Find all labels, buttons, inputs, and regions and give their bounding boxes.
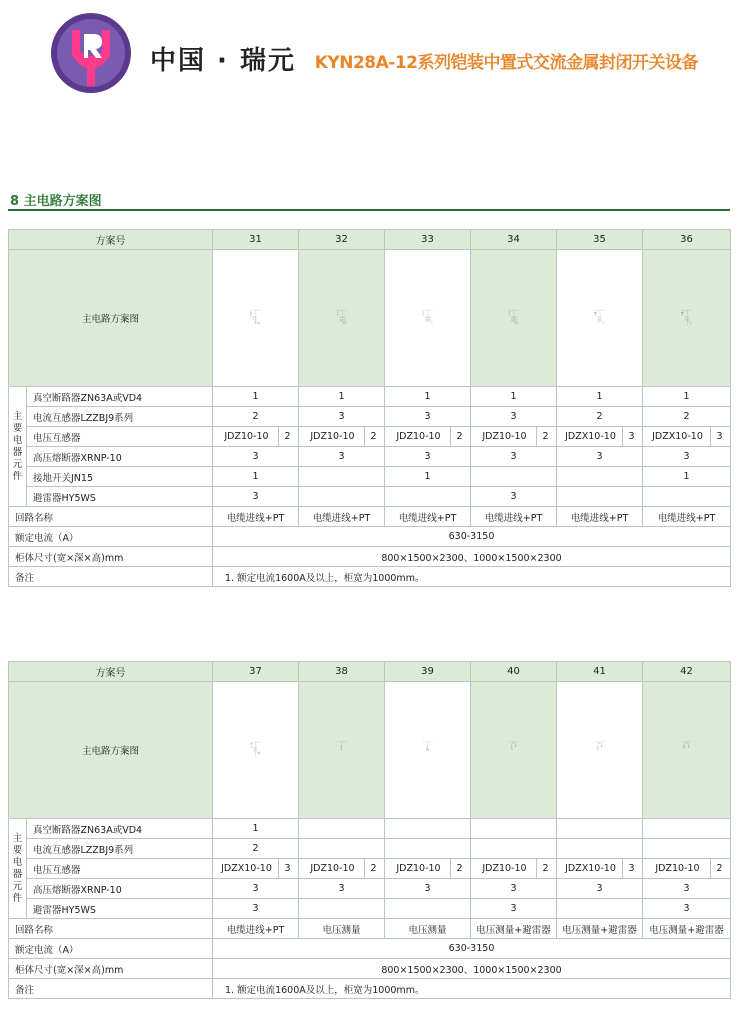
pt-count: 2 (450, 859, 468, 878)
vcb-count: 1 (385, 387, 471, 407)
ct-count: 3 (471, 407, 557, 427)
pt-count: 2 (278, 427, 296, 446)
ct-count (385, 839, 471, 859)
pt-model: JDZ10-10 (396, 431, 441, 442)
scheme-number: 34 (471, 230, 557, 250)
vcb-count (471, 819, 557, 839)
diagram-37-graphic (215, 741, 296, 760)
pt-count: 2 (710, 859, 728, 878)
pt-label: 电压互感器 (27, 859, 213, 879)
ct-count (643, 839, 731, 859)
note-row (9, 979, 731, 999)
circuit-name: 电压测量 (299, 919, 385, 939)
rated-current-value: 630-3150 (213, 939, 731, 959)
diagram-35-graphic (559, 309, 640, 328)
vcb-row (9, 387, 731, 407)
earth-count (299, 467, 385, 487)
pt-cell (299, 427, 385, 447)
scheme-number: 33 (385, 230, 471, 250)
arrester-label: 避雷器HY5WS (27, 487, 213, 507)
scheme-table-2 (8, 661, 731, 999)
circuit-name: 电缆进线+PT (299, 507, 385, 527)
circuit-diagram-34 (471, 250, 557, 387)
pt-model: JDZ10-10 (224, 431, 269, 442)
fuse-count: 3 (213, 447, 299, 467)
component-group-label: 主要电器元件 (9, 387, 27, 507)
circuit-diagram-42 (643, 682, 731, 819)
vcb-count (643, 819, 731, 839)
pt-count: 3 (278, 859, 296, 878)
ct-count (557, 839, 643, 859)
pt-cell (471, 859, 557, 879)
circuit-diagram-40 (471, 682, 557, 819)
circuit-diagram-32 (299, 250, 385, 387)
rated-current-row (9, 527, 731, 547)
circuit-diagram-41 (557, 682, 643, 819)
fuse-count: 3 (471, 447, 557, 467)
circuit-diagram-36 (643, 250, 731, 387)
scheme-number-row (9, 230, 731, 250)
scheme-number: 35 (557, 230, 643, 250)
earth-count (557, 467, 643, 487)
pt-count: 2 (536, 859, 554, 878)
ct-row (9, 407, 731, 427)
ct-label: 电流互感器LZZBJ9系列 (27, 839, 213, 859)
arrester-row (9, 487, 731, 507)
earth-count (471, 467, 557, 487)
diagram-34-graphic (473, 309, 554, 328)
note-value: 1. 额定电流1600A及以上，柜宽为1000mm。 (213, 567, 731, 587)
document-title: KYN28A-12系列铠装中置式交流金属封闭开关设备 (314, 53, 698, 73)
pt-row (9, 859, 731, 879)
arrester-count (643, 487, 731, 507)
pt-cell (213, 427, 299, 447)
arrester-count: 3 (213, 487, 299, 507)
fuse-count: 3 (643, 447, 731, 467)
vcb-count: 1 (213, 819, 299, 839)
pt-cell (385, 427, 471, 447)
pt-count: 2 (536, 427, 554, 446)
fuse-count: 3 (385, 447, 471, 467)
pt-cell (385, 859, 471, 879)
earth-count: 1 (643, 467, 731, 487)
arrester-count (385, 899, 471, 919)
cabinet-size-value: 800×1500×2300、1000×1500×2300 (213, 547, 731, 567)
circuit-name-label: 回路名称 (9, 507, 213, 527)
circuit-name-label: 回路名称 (9, 919, 213, 939)
scheme-table-1 (8, 229, 731, 587)
section-divider (8, 209, 730, 211)
circuit-name-row (9, 919, 731, 939)
pt-cell (213, 859, 299, 879)
ct-count: 3 (385, 407, 471, 427)
pt-model: JDZ10-10 (310, 431, 355, 442)
pt-model: JDZX10-10 (221, 863, 272, 874)
circuit-diagram-33 (385, 250, 471, 387)
ct-count: 2 (213, 407, 299, 427)
note-label: 备注 (9, 567, 213, 587)
ct-count: 2 (643, 407, 731, 427)
vcb-count: 1 (557, 387, 643, 407)
pt-count: 2 (364, 859, 382, 878)
diagram-39-graphic (387, 741, 468, 760)
ct-count (299, 839, 385, 859)
circuit-name: 电缆进线+PT (557, 507, 643, 527)
pt-model: JDZX10-10 (565, 431, 616, 442)
vcb-count (385, 819, 471, 839)
arrester-count: 3 (213, 899, 299, 919)
pt-model: JDZX10-10 (565, 863, 616, 874)
note-label: 备注 (9, 979, 213, 999)
scheme-number: 31 (213, 230, 299, 250)
pt-count: 3 (710, 427, 728, 446)
arrester-count (557, 487, 643, 507)
diagram-label: 主电路方案图 (9, 682, 213, 819)
ct-count: 3 (299, 407, 385, 427)
pt-model: JDZ10-10 (396, 863, 441, 874)
diagram-38-graphic (301, 741, 382, 760)
pt-model: JDZ10-10 (482, 431, 527, 442)
vcb-count: 1 (643, 387, 731, 407)
diagram-32-graphic (301, 309, 382, 328)
fuse-row (9, 879, 731, 899)
fuse-count: 3 (471, 879, 557, 899)
note-row (9, 567, 731, 587)
page-header (0, 0, 740, 100)
circuit-diagram-35 (557, 250, 643, 387)
vcb-label: 真空断路器ZN63A或VD4 (27, 387, 213, 407)
scheme-number-row (9, 662, 731, 682)
diagram-33-graphic (387, 309, 468, 328)
rated-current-value: 630-3150 (213, 527, 731, 547)
fuse-label: 高压熔断器XRNP-10 (27, 879, 213, 899)
fuse-count: 3 (299, 447, 385, 467)
diagram-row (9, 250, 731, 387)
arrester-count (299, 899, 385, 919)
ct-label: 电流互感器LZZBJ9系列 (27, 407, 213, 427)
arrester-row (9, 899, 731, 919)
circuit-name: 电缆进线+PT (385, 507, 471, 527)
pt-model: JDZX10-10 (652, 431, 703, 442)
circuit-name: 电缆进线+PT (471, 507, 557, 527)
pt-cell (471, 427, 557, 447)
diagram-41-graphic (559, 741, 640, 760)
circuit-name-row (9, 507, 731, 527)
rated-current-label: 额定电流（A） (9, 527, 213, 547)
fuse-count: 3 (557, 879, 643, 899)
pt-model: JDZ10-10 (482, 863, 527, 874)
section-title: 8 主电路方案图 (10, 194, 102, 209)
note-value: 1. 额定电流1600A及以上，柜宽为1000mm。 (213, 979, 731, 999)
cabinet-size-row (9, 547, 731, 567)
circuit-diagram-39 (385, 682, 471, 819)
arrester-count (557, 899, 643, 919)
brand-name: 中国 · 瑞元 (150, 46, 296, 76)
circuit-diagram-37 (213, 682, 299, 819)
vcb-label: 真空断路器ZN63A或VD4 (27, 819, 213, 839)
cabinet-size-row (9, 959, 731, 979)
scheme-number: 36 (643, 230, 731, 250)
earth-count: 1 (213, 467, 299, 487)
scheme-number-label: 方案号 (9, 230, 213, 250)
pt-count: 2 (364, 427, 382, 446)
pt-count: 3 (622, 427, 640, 446)
ct-count: 2 (557, 407, 643, 427)
scheme-number: 37 (213, 662, 299, 682)
scheme-number: 41 (557, 662, 643, 682)
scheme-number: 40 (471, 662, 557, 682)
arrester-count (385, 487, 471, 507)
circuit-name: 电缆进线+PT (213, 919, 299, 939)
ct-count (471, 839, 557, 859)
vcb-count: 1 (299, 387, 385, 407)
fuse-count: 3 (299, 879, 385, 899)
diagram-36-graphic (645, 309, 728, 328)
vcb-count: 1 (213, 387, 299, 407)
vcb-row (9, 819, 731, 839)
pt-model: JDZ10-10 (655, 863, 700, 874)
arrester-count: 3 (643, 899, 731, 919)
circuit-name: 电压测量+避雷器 (471, 919, 557, 939)
circuit-diagram-38 (299, 682, 385, 819)
circuit-name: 电缆进线+PT (213, 507, 299, 527)
scheme-number: 42 (643, 662, 731, 682)
fuse-count: 3 (213, 879, 299, 899)
circuit-name: 电压测量+避雷器 (643, 919, 731, 939)
pt-cell (299, 859, 385, 879)
circuit-name: 电压测量+避雷器 (557, 919, 643, 939)
rated-current-row (9, 939, 731, 959)
cabinet-size-label: 柜体尺寸(宽×深×高)mm (9, 547, 213, 567)
pt-cell (557, 427, 643, 447)
diagram-42-graphic (645, 741, 728, 760)
diagram-40-graphic (473, 741, 554, 760)
vcb-count: 1 (471, 387, 557, 407)
diagram-row (9, 682, 731, 819)
pt-row (9, 427, 731, 447)
ct-row (9, 839, 731, 859)
rated-current-label: 额定电流（A） (9, 939, 213, 959)
diagram-label: 主电路方案图 (9, 250, 213, 387)
earth-switch-row (9, 467, 731, 487)
vcb-count (299, 819, 385, 839)
pt-count: 3 (622, 859, 640, 878)
fuse-count: 3 (557, 447, 643, 467)
arrester-count (299, 487, 385, 507)
fuse-row (9, 447, 731, 467)
fuse-count: 3 (643, 879, 731, 899)
component-group-label: 主要电器元件 (9, 819, 27, 919)
earth-count: 1 (385, 467, 471, 487)
diagram-31-graphic (215, 309, 296, 328)
pt-cell (643, 859, 731, 879)
arrester-count: 3 (471, 899, 557, 919)
circuit-name: 电缆进线+PT (643, 507, 731, 527)
arrester-count: 3 (471, 487, 557, 507)
pt-count: 2 (450, 427, 468, 446)
pt-cell (643, 427, 731, 447)
scheme-number: 38 (299, 662, 385, 682)
earth-switch-label: 接地开关JN15 (27, 467, 213, 487)
cabinet-size-label: 柜体尺寸(宽×深×高)mm (9, 959, 213, 979)
vcb-count (557, 819, 643, 839)
ruiyuan-logo (50, 12, 132, 94)
fuse-label: 高压熔断器XRNP-10 (27, 447, 213, 467)
fuse-count: 3 (385, 879, 471, 899)
pt-model: JDZ10-10 (310, 863, 355, 874)
cabinet-size-value: 800×1500×2300、1000×1500×2300 (213, 959, 731, 979)
scheme-number: 39 (385, 662, 471, 682)
circuit-diagram-31 (213, 250, 299, 387)
arrester-label: 避雷器HY5WS (27, 899, 213, 919)
pt-cell (557, 859, 643, 879)
scheme-number-label: 方案号 (9, 662, 213, 682)
scheme-number: 32 (299, 230, 385, 250)
pt-label: 电压互感器 (27, 427, 213, 447)
circuit-name: 电压测量 (385, 919, 471, 939)
ct-count: 2 (213, 839, 299, 859)
